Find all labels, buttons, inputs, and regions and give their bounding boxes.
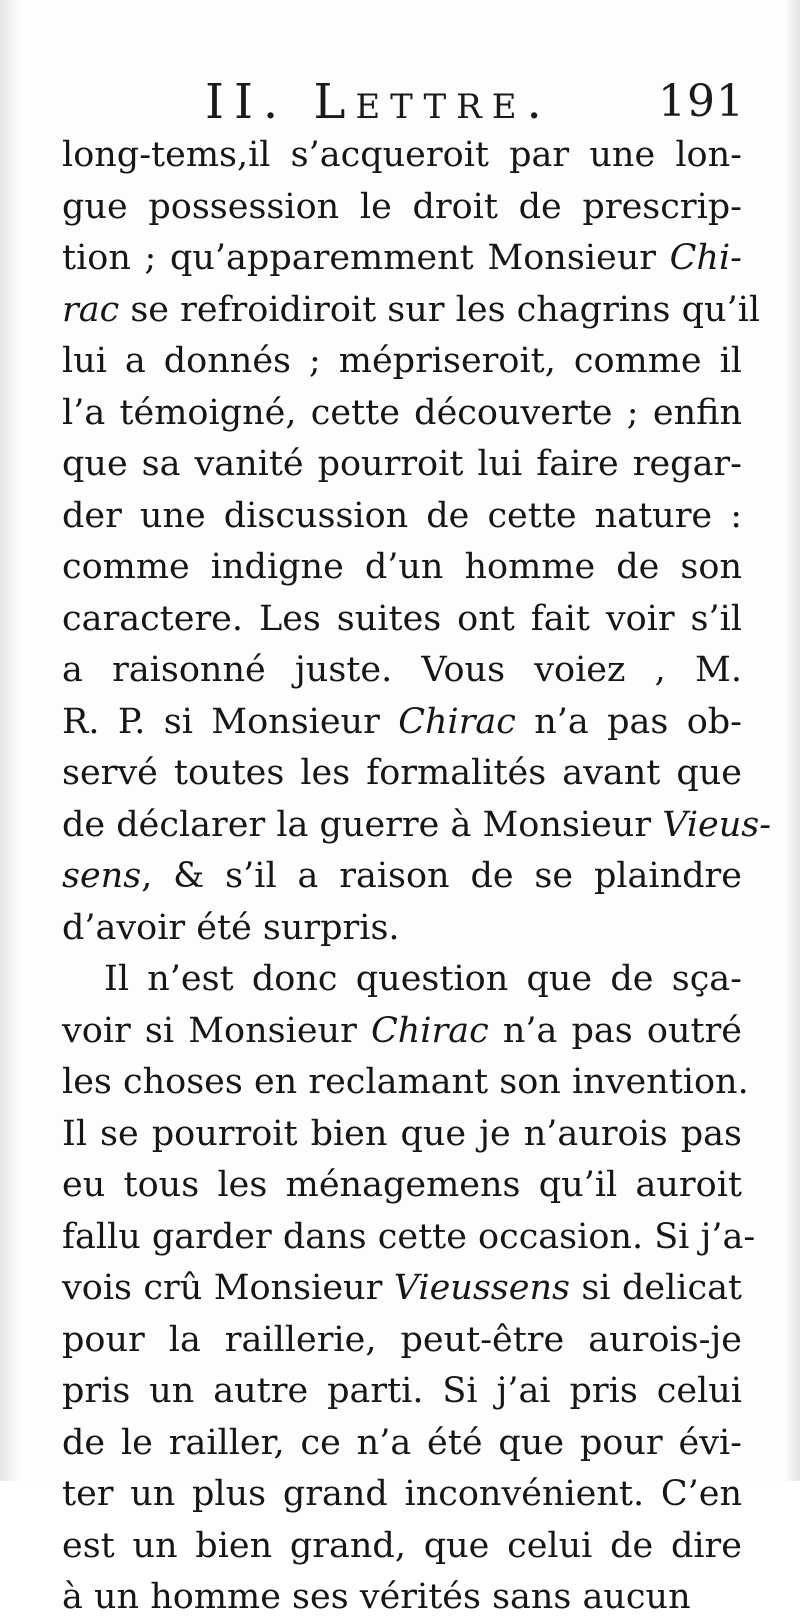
text-line	[62, 645, 742, 697]
italic-name: rac	[62, 289, 120, 330]
text-segment: pour la raillerie, peut-être aurois-je	[62, 1319, 742, 1360]
text-segment: tion ; qu’apparemment Monsieur	[62, 238, 670, 278]
text-segment: pris un autre parti. Si j’ai pris celui	[62, 1371, 742, 1411]
text-line	[62, 594, 742, 646]
text-segment: de le railler, ce n’a été que pour évi-	[62, 1422, 742, 1463]
text-segment: voir si Monsieur	[62, 1010, 371, 1051]
italic-name: Vieussens	[393, 1268, 570, 1308]
text-segment: Il se pourroit bien que je n’aurois pas	[62, 1113, 742, 1154]
text-segment: Il n’est donc question que de sça-	[104, 959, 742, 999]
text-line	[62, 1263, 742, 1315]
text-segment: servé toutes les formalités avant que	[62, 753, 742, 793]
page-edge-shadow-right	[786, 0, 800, 1481]
text-segment: long-tems,il s’acqueroit par une lon-	[62, 135, 742, 175]
text-line	[62, 182, 742, 234]
text-line	[62, 388, 742, 440]
page-number: 191	[658, 76, 745, 127]
text-segment: der une discussion de cette nature :	[62, 495, 742, 536]
italic-name: sens	[62, 856, 142, 896]
text-line	[62, 1057, 749, 1109]
text-line	[62, 1521, 742, 1573]
text-segment: les choses en reclamant son invention.	[62, 1062, 749, 1102]
text-segment: d’avoir été surpris.	[62, 907, 400, 948]
text-line	[62, 697, 742, 749]
text-line	[62, 1006, 742, 1058]
text-segment: comme indigne d’un homme de son	[62, 547, 742, 587]
text-line	[62, 748, 742, 800]
text-line	[62, 1160, 742, 1212]
text-segment: que sa vanité pourroit lui faire regar-	[62, 444, 742, 484]
running-title: II. Lettre.	[205, 74, 552, 130]
text-segment: ter un plus grand inconvénient. C’en	[62, 1474, 742, 1514]
text-segment: R. P. si Monsieur	[62, 701, 399, 742]
text-segment: vois crû Monsieur	[62, 1268, 394, 1308]
italic-name: Chirac	[370, 1010, 489, 1051]
text-line	[62, 1366, 742, 1418]
text-segment: de déclarer la guerre à Monsieur	[62, 804, 663, 845]
body-text	[62, 130, 772, 1624]
text-segment: n’a pas outré	[488, 1010, 742, 1051]
text-line	[62, 800, 772, 852]
text-line	[62, 954, 742, 1006]
text-line	[62, 851, 742, 903]
text-line	[62, 439, 742, 491]
text-segment: n’a pas ob-	[515, 701, 743, 742]
text-segment: gue possession le droit de prescrip-	[62, 186, 742, 227]
text-segment: caractere. Les suites ont fait voir s’il	[62, 598, 742, 639]
italic-name: Chirac	[398, 701, 516, 742]
running-header	[205, 72, 745, 132]
text-line	[62, 491, 742, 543]
text-line	[62, 130, 742, 182]
text-segment: à un homme ses vérités sans aucun	[62, 1577, 691, 1617]
text-line	[62, 1418, 742, 1470]
text-line	[62, 1109, 742, 1161]
text-line	[62, 542, 742, 594]
text-segment: fallu garder dans cette occasion. Si j’a-	[62, 1216, 756, 1257]
text-segment: l’a témoigné, cette découverte ; enfin	[62, 392, 742, 433]
text-segment: , & s’il a raison de se plaindre	[141, 856, 742, 896]
text-segment: est un bien grand, que celui de dire	[62, 1525, 742, 1566]
text-line	[62, 285, 761, 337]
text-segment: eu tous les ménagemens qu’il auroit	[62, 1165, 742, 1205]
italic-name: Vieus-	[662, 804, 772, 845]
text-line	[62, 233, 742, 285]
page-edge-shadow-left	[0, 0, 20, 1481]
text-segment: a raisonné juste. Vous voiez , M.	[62, 650, 742, 690]
text-segment: lui a donnés ; mépriseroit, comme il	[62, 341, 742, 381]
text-segment: se refroidiroit sur les chagrins qu’il	[119, 289, 761, 330]
text-line	[62, 1315, 742, 1367]
text-line	[62, 1469, 742, 1521]
text-line	[62, 336, 742, 388]
text-line	[62, 903, 742, 955]
text-line	[62, 1212, 756, 1264]
text-segment: si delicat	[569, 1268, 742, 1308]
text-line	[62, 1572, 742, 1624]
italic-name: Chi-	[669, 238, 742, 278]
